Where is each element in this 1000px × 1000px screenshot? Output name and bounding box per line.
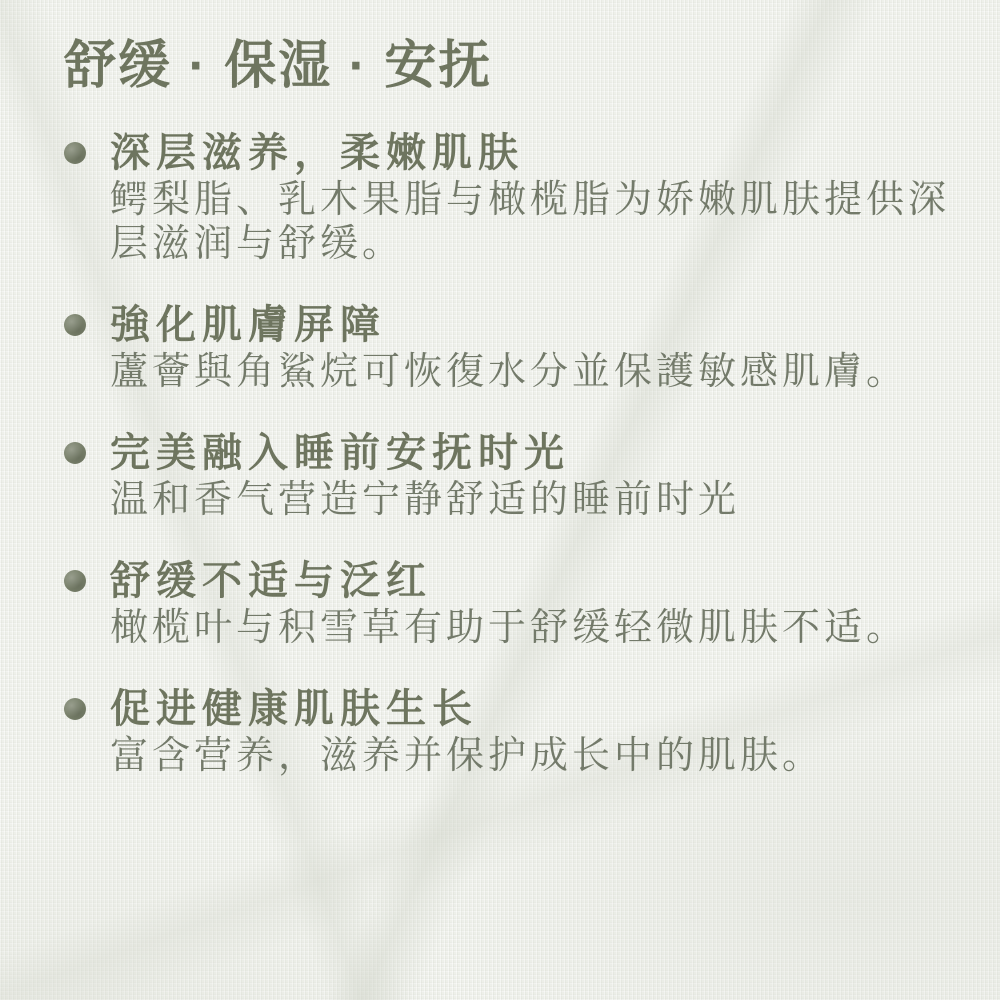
benefit-item	[64, 556, 956, 650]
feature-content	[64, 34, 956, 812]
benefit-heading: 強化肌膚屏障	[110, 303, 386, 347]
benefit-item	[64, 684, 956, 778]
benefit-description: 橄榄叶与积雪草有助于舒缓轻微肌肤不适。	[110, 607, 909, 649]
benefit-texts	[110, 684, 824, 778]
benefit-heading: 深层滋养，柔嫩肌肤	[110, 131, 524, 175]
benefit-item	[64, 428, 956, 522]
benefit-heading: 促进健康肌肤生长	[110, 687, 478, 731]
benefit-item	[64, 128, 956, 266]
benefit-description: 蘆薈與角鯊烷可恢復水分並保護敏感肌膚。	[110, 351, 909, 393]
bullet-dot-icon	[64, 698, 86, 720]
benefit-texts	[110, 556, 908, 650]
benefit-description: 富含营养，滋养并保护成长中的肌肤。	[110, 735, 825, 777]
benefit-texts	[110, 300, 908, 394]
benefit-item	[64, 300, 956, 394]
bullet-dot-icon	[64, 442, 86, 464]
bullet-dot-icon	[64, 314, 86, 336]
bullet-dot-icon	[64, 570, 86, 592]
bullet-dot-icon	[64, 142, 86, 164]
benefit-texts	[110, 428, 740, 522]
benefit-texts	[110, 128, 956, 266]
benefit-description: 鳄梨脂、乳木果脂与橄榄脂为娇嫩肌肤提供深层滋润与舒缓。	[110, 179, 951, 265]
benefit-description: 温和香气营造宁静舒适的睡前时光	[110, 479, 741, 521]
page-title: 舒缓 · 保湿 · 安抚	[64, 37, 493, 95]
benefit-heading: 完美融入睡前安抚时光	[110, 431, 570, 475]
benefit-heading: 舒缓不适与泛红	[110, 559, 432, 603]
